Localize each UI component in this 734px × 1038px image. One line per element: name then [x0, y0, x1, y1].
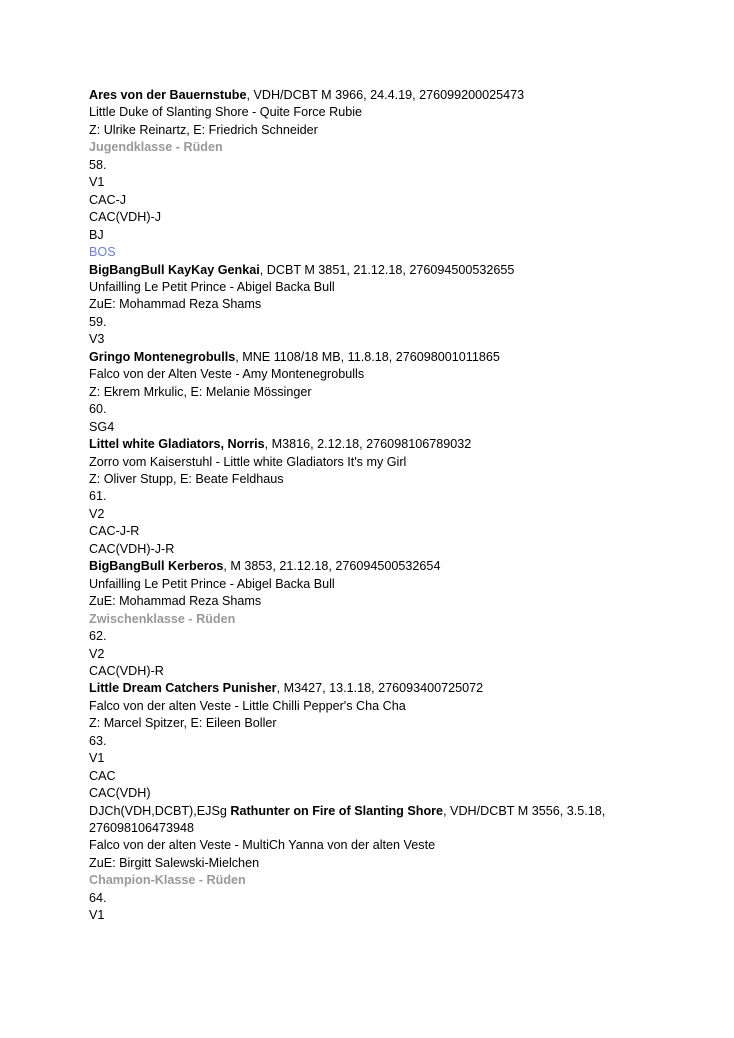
catalog-number: 59. — [89, 314, 107, 329]
breeder-owner-line: ZuE: Mohammad Reza Shams — [89, 297, 262, 312]
award: CAC(VDH) — [89, 786, 151, 801]
award-bos: BOS — [89, 245, 116, 260]
dog-details: , M 3853, 21.12.18, 276094500532654 — [223, 559, 441, 574]
grading: V2 — [89, 506, 105, 521]
grading: SG4 — [89, 419, 115, 434]
breeder-owner-line: ZuE: Birgitt Salewski-Mielchen — [89, 855, 260, 870]
award: CAC(VDH)-R — [89, 663, 164, 678]
class-heading: Champion-Klasse - Rüden — [89, 873, 246, 888]
grading: V1 — [89, 751, 105, 766]
dog-details: , MNE 1108/18 MB, 11.8.18, 276098001011865 — [235, 349, 500, 364]
breeder-owner-line: ZuE: Mohammad Reza Shams — [89, 594, 262, 609]
dog-name: Little Dream Catchers Punisher — [89, 681, 277, 696]
catalog-number: 58. — [89, 157, 107, 172]
catalog-page — [89, 87, 709, 925]
pedigree-line: Falco von der alten Veste - MultiCh Yanna von der alten Veste — [89, 838, 436, 853]
entry-heading — [89, 436, 709, 453]
entry-heading — [89, 262, 709, 279]
pedigree-line: Falco von der Alten Veste - Amy Montenegrobulls — [89, 367, 365, 382]
grading: V2 — [89, 646, 105, 661]
pedigree-line: Zorro vom Kaiserstuhl - Little white Gladiators It's my Girl — [89, 454, 407, 469]
dog-details: , DCBT M 3851, 21.12.18, 276094500532655 — [259, 262, 515, 277]
award: CAC-J — [89, 192, 127, 207]
dog-details: , VDH/DCBT M 3966, 24.4.19, 276099200025473 — [246, 88, 525, 102]
breeder-owner-line: Z: Ulrike Reinartz, E: Friedrich Schneider — [89, 122, 318, 137]
breeder-owner-line: Z: Ekrem Mrkulic, E: Melanie Mössinger — [89, 384, 312, 399]
catalog-number: 64. — [89, 890, 107, 905]
grading: V1 — [89, 908, 105, 923]
dog-name: BigBangBull KayKay Genkai — [89, 262, 260, 277]
class-heading: Zwischenklasse - Rüden — [89, 611, 236, 626]
class-heading: Jugendklasse - Rüden — [89, 140, 223, 155]
entry-heading — [89, 680, 709, 697]
award: CAC-J-R — [89, 524, 140, 539]
catalog-number: 63. — [89, 733, 107, 748]
grading: V3 — [89, 332, 105, 347]
pedigree-line: Unfailling Le Petit Prince - Abigel Backa Bull — [89, 576, 335, 591]
award: BJ — [89, 227, 104, 242]
entry-heading — [89, 803, 709, 838]
award: CAC(VDH)-J — [89, 210, 162, 225]
pedigree-line: Falco von der alten Veste - Little Chilli Pepper's Cha Cha — [89, 698, 406, 713]
catalog-number: 60. — [89, 402, 107, 417]
entry-heading — [89, 349, 709, 366]
dog-name: Littel white Gladiators, Norris — [89, 437, 265, 452]
pedigree-line: Unfailling Le Petit Prince - Abigel Backa Bull — [89, 279, 335, 294]
award: CAC — [89, 768, 116, 783]
award: CAC(VDH)-J-R — [89, 541, 175, 556]
dog-name: Ares von der Bauernstube — [89, 88, 247, 102]
catalog-number: 61. — [89, 489, 107, 504]
entry-heading — [89, 558, 709, 575]
catalog-number: 62. — [89, 629, 107, 644]
dog-name: Rathunter on Fire of Slanting Shore — [230, 803, 444, 818]
dog-details: , M3427, 13.1.18, 276093400725072 — [276, 681, 484, 696]
entry-heading — [89, 87, 709, 104]
dog-name: Gringo Montenegrobulls — [89, 349, 236, 364]
dog-details: , VDH/DCBT M 3556, 3.5.18, 276098106473948 — [89, 803, 606, 836]
dog-name: BigBangBull Kerberos — [89, 559, 224, 574]
dog-details: , M3816, 2.12.18, 276098106789032 — [264, 437, 472, 452]
grading: V1 — [89, 175, 105, 190]
breeder-owner-line: Z: Marcel Spitzer, E: Eileen Boller — [89, 716, 277, 731]
title-prefix: DJCh(VDH,DCBT),EJSg — [89, 803, 231, 818]
breeder-owner-line: Z: Oliver Stupp, E: Beate Feldhaus — [89, 471, 284, 486]
pedigree-line: Little Duke of Slanting Shore - Quite Force Rubie — [89, 105, 363, 120]
